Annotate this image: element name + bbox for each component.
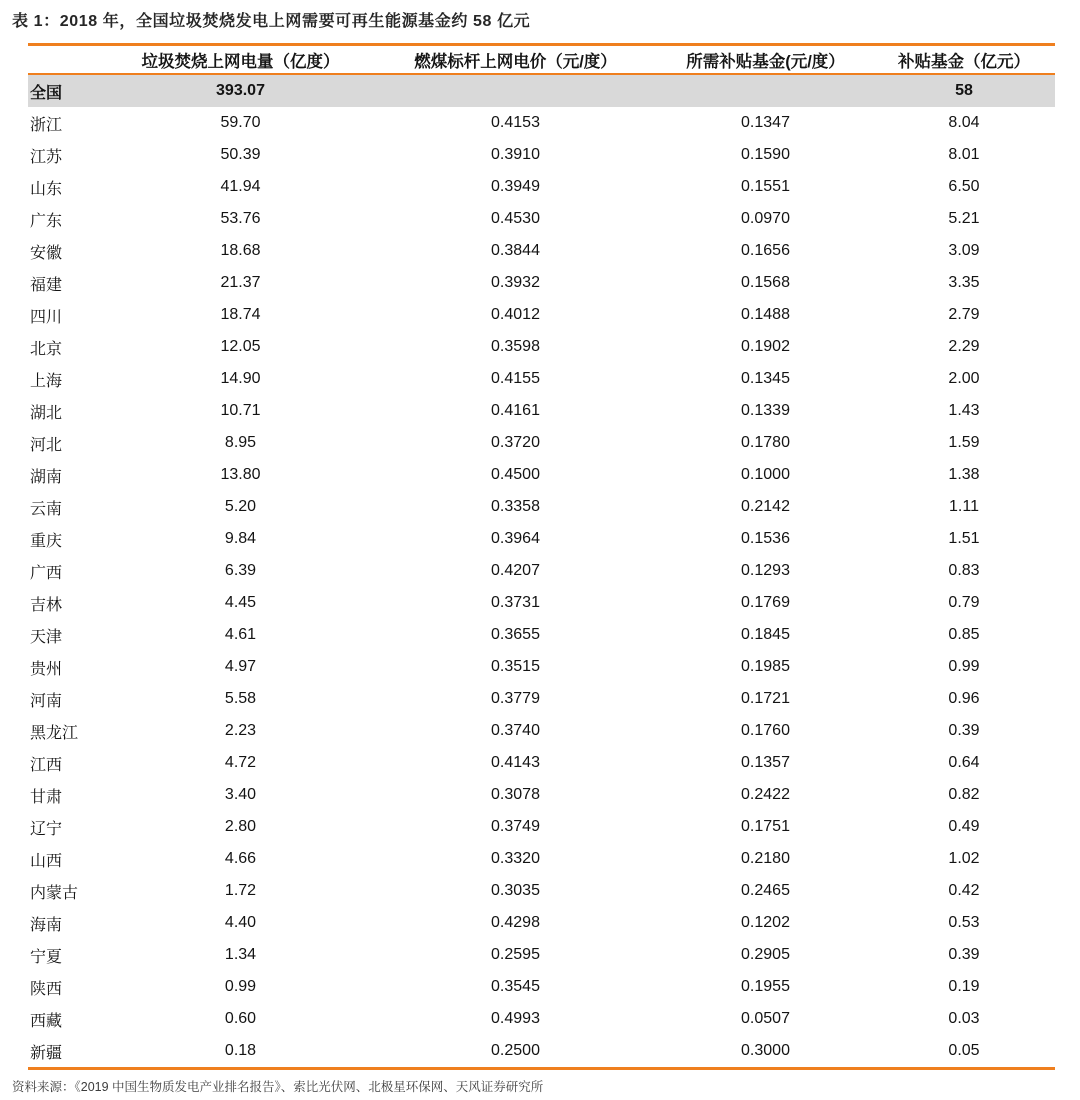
value-cell: 0.3949 <box>491 178 540 195</box>
region-cell: 内蒙古 <box>30 884 79 902</box>
value-cell: 6.50 <box>948 178 980 195</box>
table-row <box>28 555 1055 587</box>
value-cell: 0.4993 <box>491 1010 540 1027</box>
value-cell: 0.4012 <box>491 306 540 323</box>
table-row <box>28 1035 1055 1069</box>
value-cell: 0.1000 <box>741 466 790 483</box>
table-row <box>28 1003 1055 1035</box>
region-cell: 重庆 <box>30 532 63 550</box>
region-cell: 北京 <box>30 340 63 358</box>
value-cell: 0.1985 <box>741 658 790 675</box>
value-cell: 8.95 <box>224 434 257 451</box>
table-row <box>28 139 1055 171</box>
value-cell: 0.39 <box>948 946 980 963</box>
table-row <box>28 427 1055 459</box>
value-cell: 0.99 <box>948 658 980 675</box>
value-cell: 0.1845 <box>741 626 790 643</box>
value-cell: 0.3598 <box>491 338 540 355</box>
region-cell: 全国 <box>30 84 63 102</box>
table-row <box>28 939 1055 971</box>
value-cell: 0.0507 <box>741 1010 790 1027</box>
value-cell: 0.3731 <box>491 594 540 611</box>
table-row <box>28 875 1055 907</box>
value-cell: 0.1202 <box>741 914 790 931</box>
value-cell: 0.3749 <box>491 818 540 835</box>
value-cell: 1.02 <box>948 850 980 867</box>
value-cell: 2.00 <box>948 370 980 387</box>
value-cell: 0.03 <box>948 1010 980 1027</box>
region-cell: 辽宁 <box>30 820 63 838</box>
value-cell: 1.43 <box>948 402 980 419</box>
value-cell: 18.74 <box>220 306 261 323</box>
value-cell: 2.79 <box>948 306 980 323</box>
value-cell: 13.80 <box>220 466 261 483</box>
value-cell: 4.45 <box>224 594 257 611</box>
value-cell: 0.2595 <box>491 946 540 963</box>
value-cell: 0.64 <box>948 754 980 771</box>
value-cell: 2.29 <box>948 338 980 355</box>
region-cell: 山东 <box>30 180 63 198</box>
value-cell: 58 <box>955 82 973 99</box>
region-cell: 江苏 <box>30 148 63 166</box>
region-cell: 广东 <box>30 212 63 230</box>
value-cell: 4.40 <box>224 914 257 931</box>
table-row <box>28 907 1055 939</box>
table-row <box>28 587 1055 619</box>
value-cell: 6.39 <box>224 562 257 579</box>
value-cell: 3.35 <box>948 274 980 291</box>
value-cell: 0.1751 <box>741 818 790 835</box>
value-cell: 0.42 <box>948 882 980 899</box>
table-row <box>28 811 1055 843</box>
region-cell: 广西 <box>30 564 63 582</box>
header-coal-price: 燃煤标杆上网电价（元/度） <box>373 45 658 75</box>
value-cell: 0.39 <box>948 722 980 739</box>
region-cell: 贵州 <box>30 660 63 678</box>
value-cell: 1.51 <box>948 530 980 547</box>
header-subsidy-rate: 所需补贴基金(元/度） <box>658 45 873 75</box>
region-cell: 黑龙江 <box>30 724 79 742</box>
total-row <box>28 74 1055 107</box>
value-cell <box>373 74 658 107</box>
region-cell: 河南 <box>30 692 63 710</box>
value-cell: 0.1721 <box>741 690 790 707</box>
value-cell: 14.90 <box>220 370 261 387</box>
source-note: 资料来源：《2019 中国生物质发电产业排名报告》、索比光伏网、北极星环保网、天风证券研究所 <box>12 1080 544 1094</box>
value-cell: 0.1536 <box>741 530 790 547</box>
table-title: 表 1：2018 年，全国垃圾焚烧发电上网需要可再生能源基金约 58 亿元 <box>12 13 531 30</box>
value-cell: 0.3720 <box>491 434 540 451</box>
table-row <box>28 651 1055 683</box>
value-cell: 0.3932 <box>491 274 540 291</box>
value-cell: 0.3515 <box>491 658 540 675</box>
value-cell: 41.94 <box>220 178 261 195</box>
value-cell: 0.4298 <box>491 914 540 931</box>
value-cell: 0.1760 <box>741 722 790 739</box>
region-cell: 浙江 <box>30 116 63 134</box>
table-row <box>28 363 1055 395</box>
value-cell: 2.23 <box>224 722 257 739</box>
value-cell: 0.53 <box>948 914 980 931</box>
region-cell: 甘肃 <box>30 788 63 806</box>
value-cell: 0.3655 <box>491 626 540 643</box>
value-cell: 1.72 <box>224 882 257 899</box>
region-cell: 上海 <box>30 372 63 390</box>
value-cell: 4.66 <box>224 850 257 867</box>
value-cell: 1.59 <box>948 434 980 451</box>
region-cell: 海南 <box>30 916 63 934</box>
value-cell: 0.1345 <box>741 370 790 387</box>
value-cell: 0.99 <box>224 978 257 995</box>
value-cell: 0.4155 <box>491 370 540 387</box>
value-cell: 0.3358 <box>491 498 540 515</box>
value-cell: 50.39 <box>220 146 261 163</box>
value-cell: 1.34 <box>224 946 257 963</box>
table-row <box>28 747 1055 779</box>
value-cell: 0.05 <box>948 1042 980 1059</box>
value-cell: 0.3740 <box>491 722 540 739</box>
value-cell: 53.76 <box>220 210 261 227</box>
value-cell: 0.3320 <box>491 850 540 867</box>
table-row <box>28 107 1055 139</box>
region-cell: 四川 <box>30 308 63 326</box>
value-cell: 0.3910 <box>491 146 540 163</box>
value-cell: 5.58 <box>224 690 257 707</box>
value-cell: 393.07 <box>216 82 265 99</box>
value-cell: 0.1568 <box>741 274 790 291</box>
region-cell: 宁夏 <box>30 948 63 966</box>
value-cell: 0.2905 <box>741 946 790 963</box>
table-row <box>28 491 1055 523</box>
value-cell: 0.18 <box>224 1042 257 1059</box>
header-region <box>28 45 108 75</box>
value-cell: 0.4530 <box>491 210 540 227</box>
value-cell: 5.21 <box>948 210 980 227</box>
region-cell: 云南 <box>30 500 63 518</box>
value-cell: 0.4500 <box>491 466 540 483</box>
value-cell: 0.1357 <box>741 754 790 771</box>
value-cell: 0.83 <box>948 562 980 579</box>
table-row <box>28 299 1055 331</box>
value-cell: 0.79 <box>948 594 980 611</box>
value-cell: 0.1551 <box>741 178 790 195</box>
value-cell: 0.3078 <box>491 786 540 803</box>
value-cell: 21.37 <box>220 274 261 291</box>
table-row <box>28 267 1055 299</box>
value-cell: 0.3000 <box>741 1042 790 1059</box>
value-cell: 12.05 <box>220 338 261 355</box>
value-cell <box>658 74 873 107</box>
table-row <box>28 459 1055 491</box>
value-cell: 0.1902 <box>741 338 790 355</box>
table-row <box>28 171 1055 203</box>
value-cell: 0.96 <box>948 690 980 707</box>
value-cell: 0.1293 <box>741 562 790 579</box>
header-subsidy-fund: 补贴基金（亿元） <box>873 45 1055 75</box>
value-cell: 0.2500 <box>491 1042 540 1059</box>
header-waste-power: 垃圾焚烧上网电量（亿度） <box>108 45 373 75</box>
region-cell: 湖北 <box>30 404 63 422</box>
value-cell: 0.1339 <box>741 402 790 419</box>
region-cell: 安徽 <box>30 244 63 262</box>
value-cell: 0.85 <box>948 626 980 643</box>
region-cell: 新疆 <box>30 1044 63 1062</box>
value-cell: 0.3545 <box>491 978 540 995</box>
value-cell: 4.72 <box>224 754 257 771</box>
table-row <box>28 235 1055 267</box>
value-cell: 0.4207 <box>491 562 540 579</box>
value-cell: 0.19 <box>948 978 980 995</box>
value-cell: 0.2422 <box>741 786 790 803</box>
value-cell: 3.09 <box>948 242 980 259</box>
value-cell: 0.2465 <box>741 882 790 899</box>
value-cell: 0.60 <box>224 1010 257 1027</box>
value-cell: 0.2180 <box>741 850 790 867</box>
value-cell: 5.20 <box>224 498 257 515</box>
value-cell: 0.0970 <box>741 210 790 227</box>
table-row <box>28 971 1055 1003</box>
value-cell: 4.61 <box>224 626 257 643</box>
header-row <box>28 45 1055 75</box>
value-cell: 8.04 <box>948 114 980 131</box>
value-cell: 0.82 <box>948 786 980 803</box>
table-row <box>28 843 1055 875</box>
value-cell: 1.11 <box>949 498 979 515</box>
table-row <box>28 619 1055 651</box>
value-cell: 0.1769 <box>741 594 790 611</box>
value-cell: 0.1955 <box>741 978 790 995</box>
value-cell: 0.1656 <box>741 242 790 259</box>
region-cell: 河北 <box>30 436 63 454</box>
value-cell: 0.1590 <box>741 146 790 163</box>
table-row <box>28 523 1055 555</box>
value-cell: 0.1488 <box>741 306 790 323</box>
value-cell: 3.40 <box>224 786 257 803</box>
region-cell: 福建 <box>30 276 63 294</box>
table-row <box>28 203 1055 235</box>
table-row <box>28 395 1055 427</box>
region-cell: 天津 <box>30 628 63 646</box>
region-cell: 湖南 <box>30 468 63 486</box>
value-cell: 0.4143 <box>491 754 540 771</box>
value-cell: 0.1347 <box>741 114 790 131</box>
value-cell: 10.71 <box>220 402 261 419</box>
value-cell: 0.1780 <box>741 434 790 451</box>
value-cell: 4.97 <box>224 658 257 675</box>
value-cell: 9.84 <box>224 530 257 547</box>
region-cell: 山西 <box>30 852 63 870</box>
table-row <box>28 779 1055 811</box>
value-cell: 0.2142 <box>741 498 790 515</box>
table-row <box>28 683 1055 715</box>
value-cell: 0.4161 <box>491 402 540 419</box>
table-row <box>28 331 1055 363</box>
value-cell: 1.38 <box>948 466 980 483</box>
value-cell: 0.3779 <box>491 690 540 707</box>
value-cell: 0.3035 <box>491 882 540 899</box>
value-cell: 2.80 <box>224 818 257 835</box>
value-cell: 59.70 <box>220 114 261 131</box>
value-cell: 0.49 <box>948 818 980 835</box>
region-cell: 西藏 <box>30 1012 63 1030</box>
value-cell: 18.68 <box>220 242 261 259</box>
table-row <box>28 715 1055 747</box>
data-table <box>28 43 1055 1070</box>
value-cell: 8.01 <box>948 146 980 163</box>
value-cell: 0.3844 <box>491 242 540 259</box>
region-cell: 吉林 <box>30 596 63 614</box>
region-cell: 江西 <box>30 756 63 774</box>
value-cell: 0.3964 <box>491 530 540 547</box>
region-cell: 陕西 <box>30 980 63 998</box>
value-cell: 0.4153 <box>491 114 540 131</box>
